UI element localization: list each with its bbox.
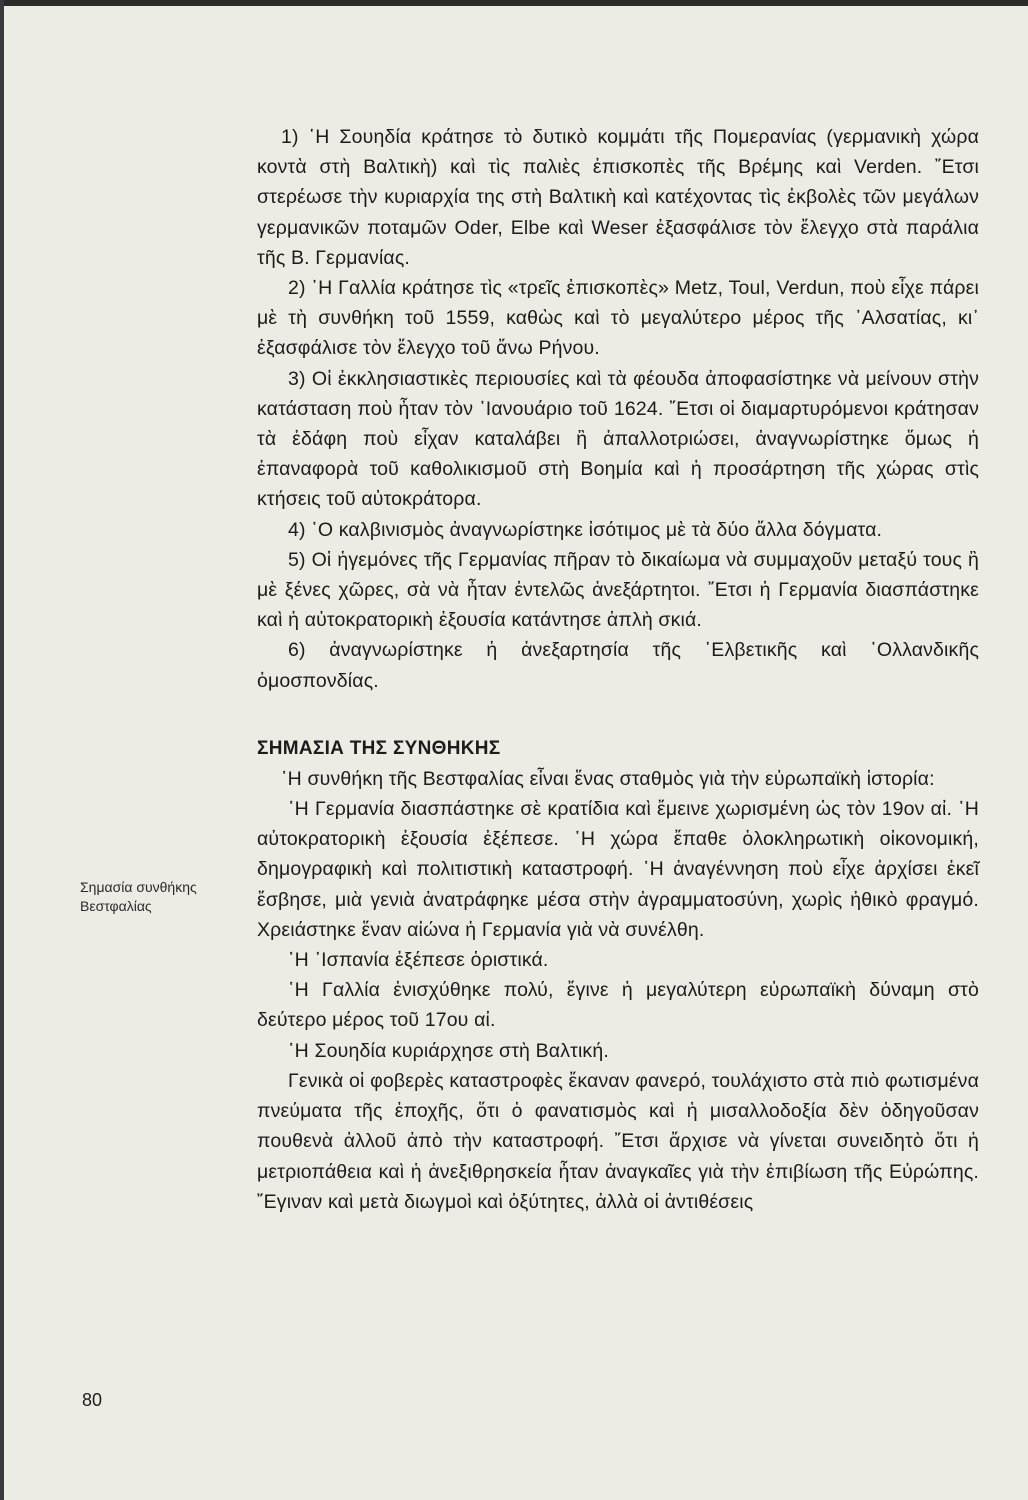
margin-note: Σημασία συνθήκης Βεστφαλίας bbox=[80, 879, 197, 914]
section-paragraph-3: ῾Η ᾿Ισπανία ἐξέπεσε ὁριστικά. bbox=[288, 949, 549, 972]
paragraph-4: 4) ῾Ο καλβινισμὸς ἀναγνωρίστηκε ἰσότιμος μὲ τὰ δύο ἄλλα δόγματα. bbox=[288, 518, 883, 541]
paragraph-2: 2) ῾Η Γαλλία κράτησε τὶς «τρεῖς ἐπισκοπὲς» Metz, Toul, Verdun, ποὺ εἶχε πάρει μὲ τὴ συνθήκη τοῦ 1559, καθὼς καὶ τὸ μεγαλύτερο μέρος τῆς ᾿Αλσατίας, κι᾿ ἐξασφάλισε τὸν ἔλεγχο τοῦ ἄνω Ρήνου. bbox=[257, 277, 979, 360]
main-text-column bbox=[257, 122, 979, 1217]
page-top-edge bbox=[0, 0, 1028, 6]
paragraph-6: 6) ἀναγνωρίστηκε ἡ ἀνεξαρτησία τῆς ῾Ελβετικῆς καὶ ῾Ολλανδικῆς ὁμοσπονδίας. bbox=[257, 639, 979, 692]
paragraph-5: 5) Οἱ ἡγεμόνες τῆς Γερμανίας πῆραν τὸ δικαίωμα νὰ συμμαχοῦν μεταξύ τους ἢ μὲ ξένες χῶρες, σὰ νὰ ἦταν ἐντελῶς ἀνεξάρτητοι. ῎Ετσι ἡ Γερμανία διασπάστηκε καὶ ἡ αὐτοκρατορικὴ ἐξουσία κατάντησε ἁπλὴ σκιά. bbox=[257, 548, 979, 632]
paragraph-1: 1) ῾Η Σουηδία κράτησε τὸ δυτικὸ κομμάτι τῆς Πομερανίας (γερμανικὴ χώρα κοντὰ στὴ Βαλτικὴ) καὶ τὶς παλιὲς ἐπισκοπὲς τῆς Βρέμης καὶ Verden. ῎Ετσι στερέωσε τὴν κυριαρχία της στὴ Βαλτικὴ καὶ κατέχοντας τὶς ἐκβολὲς τῶν μεγάλων γερμανικῶν ποταμῶν Oder, Elbe καὶ Weser ἐξασφάλισε τὸν ἔλεγχο στὰ παράλια τῆς Β. Γερμανίας. bbox=[257, 126, 979, 269]
page-left-edge bbox=[0, 0, 4, 1500]
section-paragraph-1: ῾Η συνθήκη τῆς Βεστφαλίας εἶναι ἕνας σταθμὸς γιὰ τὴν εὐρωπαϊκὴ ἱστορία: bbox=[281, 767, 935, 790]
page-number: 80 bbox=[82, 1390, 103, 1410]
section-paragraph-5: ῾Η Σουηδία κυριάρχησε στὴ Βαλτική. bbox=[288, 1039, 609, 1062]
section-heading: ΣΗΜΑΣΙΑ ΤΗΣ ΣΥΝΘΗΚΗΣ bbox=[257, 737, 501, 759]
section-paragraph-6: Γενικὰ οἱ φοβερὲς καταστροφὲς ἔκαναν φανερό, τουλάχιστο στὰ πιὸ φωτισμένα πνεύματα τῆς ἐποχῆς, ὅτι ὁ φανατισμὸς καὶ ἡ μισαλλοδοξία δὲν ὁδηγοῦσαν πουθενὰ ἀλλοῦ ἀπὸ τὴν καταστροφή. ῎Ετσι ἄρχισε νὰ γίνεται συνειδητὸ ὅτι ἡ μετριοπάθεια καὶ ἡ ἀνεξιθρησκεία ἦταν ἀναγκαῖες γιὰ τὴν ἐπιβίωση τῆς Εὐρώπης. ῎Εγιναν καὶ μετὰ διωγμοὶ καὶ ὀξύτητες, ἀλλὰ οἱ ἀντιθέσεις bbox=[257, 1069, 979, 1213]
section-paragraph-4: ῾Η Γαλλία ἐνισχύθηκε πολύ, ἔγινε ἡ μεγαλύτερη εὐρωπαϊκὴ δύναμη στὸ δεύτερο μέρος τοῦ 17ου αἰ. bbox=[257, 979, 979, 1032]
paragraph-3: 3) Οἱ ἐκκλησιαστικὲς περιουσίες καὶ τὰ φέουδα ἀποφασίστηκε νὰ μείνουν στὴν κατάσταση ποὺ ἦταν τὸν ᾿Ιανουάριο τοῦ 1624. ῎Ετσι οἱ διαμαρτυρόμενοι κράτησαν τὰ ἐδάφη ποὺ εἶχαν καταλάβει ἢ ἀπαλλοτριώσει, ἀναγνωρίστηκε ὅμως ἡ ἐπαναφορὰ τοῦ καθολικισμοῦ στὴ Βοημία καὶ ἡ προσάρτηση τῆς χώρας στὶς κτήσεις τοῦ αὐτοκράτορα. bbox=[257, 367, 979, 511]
section-paragraph-2: ῾Η Γερμανία διασπάστηκε σὲ κρατίδια καὶ ἔμεινε χωρισμένη ὡς τὸν 19ον αἰ. ῾Η αὐτοκρατορικὴ ἐξουσία ἐξέπεσε. ῾Η χώρα ἔπαθε ὁλοκληρωτικὴ οἰκονομική, δημογραφικὴ καὶ πολιτιστικὴ καταστροφή. ῾Η ἀναγέννηση ποὺ εἶχε ἀρχίσει ἐκεῖ ἔσβησε, μιὰ γενιὰ ἀνατράφηκε μέσα στὴν ἀγραμματοσύνη, χωρὶς ἠθικὸ φραγμό. Χρειάστηκε ἕναν αἰώνα ἡ Γερμανία γιὰ νὰ συνέλθη. bbox=[257, 798, 979, 941]
